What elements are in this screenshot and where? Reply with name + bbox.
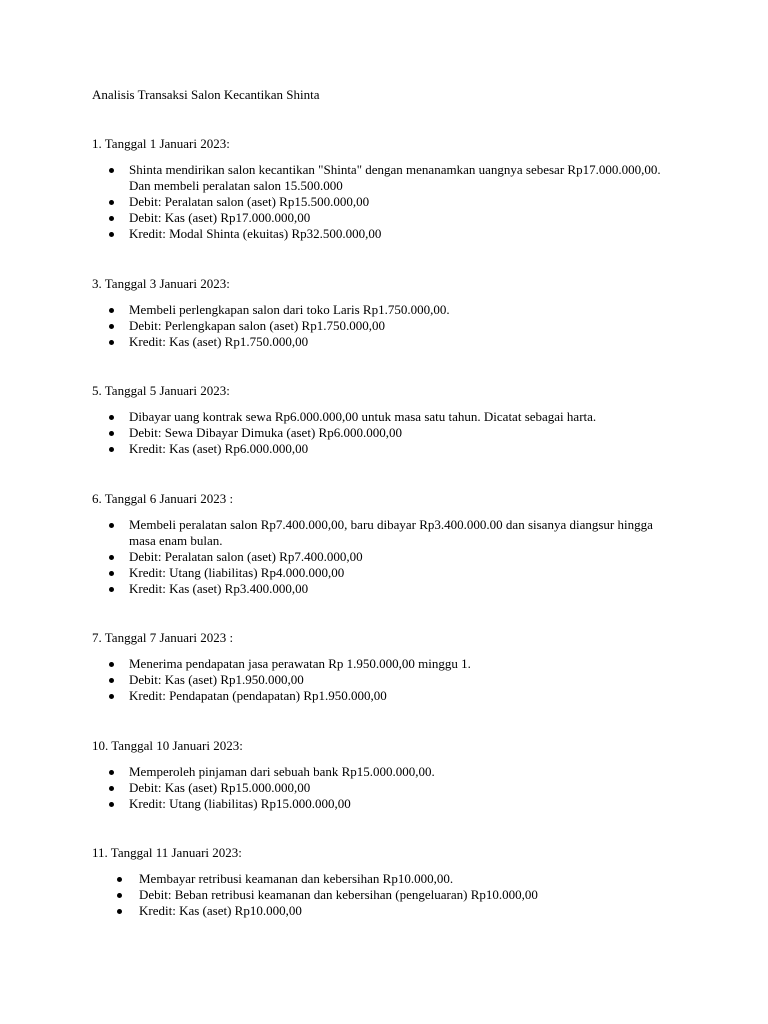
bullet-icon bbox=[109, 770, 114, 775]
transaction-section-jan-3 bbox=[92, 276, 692, 350]
list-item: Debit: Kas (aset) Rp1.950.000,00 bbox=[92, 672, 692, 688]
transaction-list bbox=[92, 302, 692, 350]
transaction-list bbox=[92, 656, 692, 704]
list-item: Debit: Beban retribusi keamanan dan kebersihan (pengeluaran) Rp10.000,00 bbox=[92, 887, 692, 903]
bullet-icon bbox=[109, 802, 114, 807]
transaction-list bbox=[92, 871, 692, 919]
list-item: Kredit: Kas (aset) Rp10.000,00 bbox=[92, 903, 692, 919]
transaction-section-jan-6 bbox=[92, 491, 692, 597]
list-item: Membeli peralatan salon Rp7.400.000,00, baru dibayar Rp3.400.000.00 dan sisanya diangsur hingga masa enam bulan. bbox=[92, 517, 692, 549]
bullet-icon bbox=[109, 523, 114, 528]
bullet-icon bbox=[109, 587, 114, 592]
list-item: Debit: Peralatan salon (aset) Rp7.400.000,00 bbox=[92, 549, 692, 565]
bullet-icon bbox=[109, 232, 114, 237]
bullet-icon bbox=[109, 340, 114, 345]
list-item: Kredit: Kas (aset) Rp3.400.000,00 bbox=[92, 581, 692, 597]
list-item: Debit: Kas (aset) Rp15.000.000,00 bbox=[92, 780, 692, 796]
bullet-icon bbox=[109, 216, 114, 221]
list-item: Shinta mendirikan salon kecantikan "Shinta" dengan menanamkan uangnya sebesar Rp17.000.000,00. Dan membeli peralatan salon 15.500.000 bbox=[92, 162, 692, 194]
transaction-section-jan-7 bbox=[92, 630, 692, 704]
section-heading: 11. Tanggal 11 Januari 2023: bbox=[92, 845, 242, 860]
bullet-icon bbox=[117, 909, 122, 914]
section-heading: 7. Tanggal 7 Januari 2023 : bbox=[92, 630, 234, 645]
section-heading: 10. Tanggal 10 Januari 2023: bbox=[92, 738, 243, 753]
bullet-icon bbox=[109, 694, 114, 699]
list-item: Kredit: Kas (aset) Rp1.750.000,00 bbox=[92, 334, 692, 350]
list-item: Memperoleh pinjaman dari sebuah bank Rp15.000.000,00. bbox=[92, 764, 692, 780]
list-item: Membayar retribusi keamanan dan kebersihan Rp10.000,00. bbox=[92, 871, 692, 887]
transaction-section-jan-5 bbox=[92, 383, 692, 457]
bullet-icon bbox=[109, 415, 114, 420]
list-item: Membeli perlengkapan salon dari toko Laris Rp1.750.000,00. bbox=[92, 302, 692, 318]
transaction-section-jan-10 bbox=[92, 738, 692, 812]
section-heading: 1. Tanggal 1 Januari 2023: bbox=[92, 136, 230, 151]
list-item: Kredit: Modal Shinta (ekuitas) Rp32.500.000,00 bbox=[92, 226, 692, 242]
list-item: Debit: Perlengkapan salon (aset) Rp1.750.000,00 bbox=[92, 318, 692, 334]
transaction-section-jan-11 bbox=[92, 845, 692, 919]
list-item: Debit: Peralatan salon (aset) Rp15.500.000,00 bbox=[92, 194, 692, 210]
transaction-list bbox=[92, 517, 692, 597]
bullet-icon bbox=[109, 786, 114, 791]
bullet-icon bbox=[109, 431, 114, 436]
bullet-icon bbox=[109, 447, 114, 452]
bullet-icon bbox=[109, 168, 114, 173]
transaction-section-jan-1 bbox=[92, 136, 692, 242]
section-heading: 5. Tanggal 5 Januari 2023: bbox=[92, 383, 230, 398]
bullet-icon bbox=[117, 877, 122, 882]
bullet-icon bbox=[109, 200, 114, 205]
list-item: Dibayar uang kontrak sewa Rp6.000.000,00 untuk masa satu tahun. Dicatat sebagai harta. bbox=[92, 409, 692, 425]
bullet-icon bbox=[109, 571, 114, 576]
list-item: Kredit: Utang (liabilitas) Rp15.000.000,00 bbox=[92, 796, 692, 812]
transaction-list bbox=[92, 764, 692, 812]
list-item: Kredit: Pendapatan (pendapatan) Rp1.950.000,00 bbox=[92, 688, 692, 704]
document-title: Analisis Transaksi Salon Kecantikan Shinta bbox=[92, 87, 320, 102]
section-heading: 6. Tanggal 6 Januari 2023 : bbox=[92, 491, 234, 506]
transaction-list bbox=[92, 162, 692, 242]
list-item: Menerima pendapatan jasa perawatan Rp 1.950.000,00 minggu 1. bbox=[92, 656, 692, 672]
list-item: Kredit: Utang (liabilitas) Rp4.000.000,00 bbox=[92, 565, 692, 581]
bullet-icon bbox=[109, 324, 114, 329]
bullet-icon bbox=[109, 662, 114, 667]
transaction-list bbox=[92, 409, 692, 457]
bullet-icon bbox=[109, 678, 114, 683]
list-item: Debit: Kas (aset) Rp17.000.000,00 bbox=[92, 210, 692, 226]
bullet-icon bbox=[109, 308, 114, 313]
list-item: Debit: Sewa Dibayar Dimuka (aset) Rp6.000.000,00 bbox=[92, 425, 692, 441]
section-heading: 3. Tanggal 3 Januari 2023: bbox=[92, 276, 230, 291]
bullet-icon bbox=[117, 893, 122, 898]
bullet-icon bbox=[109, 555, 114, 560]
list-item: Kredit: Kas (aset) Rp6.000.000,00 bbox=[92, 441, 692, 457]
